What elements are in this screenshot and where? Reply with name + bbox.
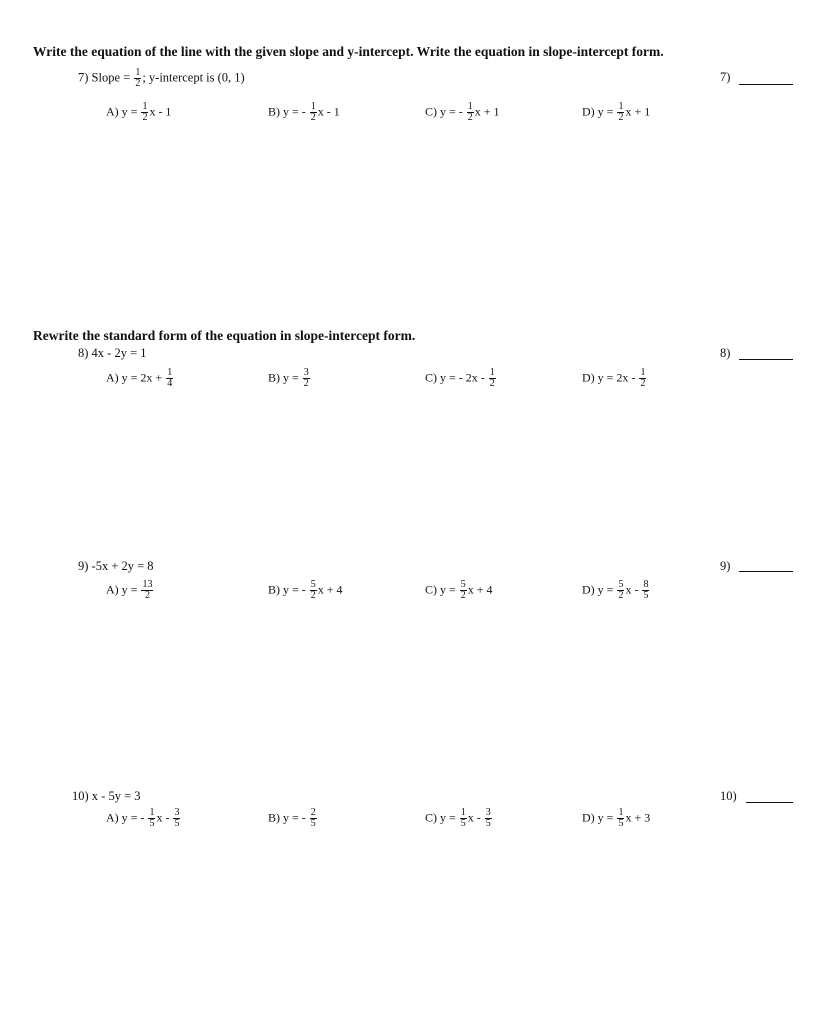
option-text: D) y = 2x - [582,370,639,385]
fraction-numerator: 1 [467,101,473,112]
option-text: x - [156,810,173,825]
fraction [460,580,467,601]
option-text: C) y = - 2x - [425,370,488,385]
question-8-stem: 8) 4x - 2y = 1 [78,346,147,360]
fraction [467,102,474,123]
q7-option-a[interactable] [106,102,171,123]
q9-option-d[interactable] [582,580,650,601]
option-text: C) y = - [425,104,466,119]
option-text: x - [467,810,484,825]
fraction-numerator: 5 [618,579,624,590]
fraction-numerator: 1 [618,807,624,818]
fraction [460,808,467,829]
option-text: B) y = - [268,582,309,597]
fraction-denominator: 2 [489,378,495,389]
q8-option-a[interactable] [106,368,174,389]
fraction-denominator: 5 [310,818,316,829]
option-text: A) y = - [106,810,148,825]
question-9-stem: 9) -5x + 2y = 8 [78,559,154,573]
option-text: A) y = [106,582,141,597]
question-7-stem: 7) Slope = $\frac{1}{2}$ ; y-intercept is (0, 1) [78,67,245,89]
option-text: D) y = [582,810,617,825]
answer-label-7: 7) [720,70,731,84]
option-text: x + 4 [467,582,493,597]
option-text: x + 3 [625,810,651,825]
fraction-numerator: 1 [640,367,646,378]
section-heading-2: Rewrite the standard form of the equation in slope-intercept form. [33,328,416,343]
q7-option-b[interactable] [268,102,340,123]
q10-option-c[interactable] [425,808,493,829]
option-text: x - 1 [149,104,172,119]
q9-option-c[interactable] [425,580,493,601]
option-text: A) y = [106,104,141,119]
fraction-numerator: 1 [489,367,495,378]
q7-option-c[interactable] [425,102,500,123]
fraction-denominator: 5 [149,818,155,829]
fraction-numerator: 3 [485,807,491,818]
fraction-numerator: 1 [460,807,466,818]
fraction-numerator: 13 [142,579,153,590]
fraction-numerator: 1 [618,101,624,112]
option-text: D) y = [582,582,617,597]
fraction [310,102,317,123]
answer-blank-10[interactable] [746,802,793,803]
q10-option-d[interactable] [582,808,650,829]
fraction-denominator: 2 [467,112,473,123]
answer-label-9: 9) [720,559,731,573]
option-text: A) y = 2x + [106,370,166,385]
option-text: x + 4 [317,582,343,597]
fraction [141,580,153,601]
fraction [141,102,148,123]
fraction-denominator: 2 [303,378,309,389]
fraction [617,808,624,829]
option-text: x + 1 [625,104,651,119]
answer-label-10: 10) [720,789,737,803]
option-text: D) y = [582,104,617,119]
answer-blank-8[interactable] [739,359,793,360]
option-text: B) y = - [268,104,309,119]
fraction-denominator: 2 [310,112,316,123]
fraction-denominator: 5 [643,590,649,601]
fraction-numerator: 5 [310,579,316,590]
fraction [173,808,180,829]
fraction-denominator: 4 [167,378,173,389]
fraction [617,102,624,123]
fraction [617,580,624,601]
fraction [310,580,317,601]
fraction-denominator: 5 [618,818,624,829]
section-heading-1: Write the equation of the line with the given slope and y-intercept. Write the equation in slope-intercept form. [33,44,664,59]
q9-option-a[interactable] [106,580,154,601]
q9-option-b[interactable] [268,580,343,601]
fraction-numerator: 1 [142,101,148,112]
question-10-stem: 10) x - 5y = 3 [72,789,141,803]
fraction-denominator: 2 [142,112,148,123]
fraction-numerator: 2 [310,807,316,818]
option-text: C) y = [425,582,459,597]
q7-option-d[interactable] [582,102,650,123]
fraction-numerator: 3 [303,367,309,378]
fraction [303,368,310,389]
option-text: B) y = [268,370,302,385]
fraction-denominator: 2 [618,112,624,123]
fraction [485,808,492,829]
option-text: B) y = - [268,810,309,825]
q10-option-a[interactable] [106,808,181,829]
option-text: C) y = [425,810,459,825]
q8-option-b[interactable] [268,368,311,389]
fraction: $\frac{1}{2}$ [135,67,141,89]
fraction-denominator: 5 [485,818,491,829]
fraction [639,368,646,389]
fraction-numerator: 5 [460,579,466,590]
fraction-denominator: 2 [618,590,624,601]
fraction-denominator: 5 [460,818,466,829]
q10-option-b[interactable] [268,808,318,829]
answer-blank-9[interactable] [739,571,793,572]
fraction-numerator: 8 [643,579,649,590]
q8-option-d[interactable] [582,368,647,389]
fraction-denominator: 2 [460,590,466,601]
fraction-numerator: 1 [167,367,173,378]
answer-blank-7[interactable] [739,84,793,85]
fraction-denominator: 5 [174,818,180,829]
option-text: x - [625,582,642,597]
fraction [166,368,173,389]
fraction [148,808,155,829]
fraction [642,580,649,601]
fraction-numerator: 1 [310,101,316,112]
fraction-denominator: 2 [144,590,150,601]
option-text: x - 1 [317,104,340,119]
q8-option-c[interactable] [425,368,497,389]
option-text: x + 1 [474,104,500,119]
fraction-denominator: 2 [310,590,316,601]
answer-label-8: 8) [720,346,731,360]
fraction [310,808,317,829]
fraction [489,368,496,389]
fraction-numerator: 1 [149,807,155,818]
fraction-denominator: 2 [640,378,646,389]
fraction-numerator: 3 [174,807,180,818]
